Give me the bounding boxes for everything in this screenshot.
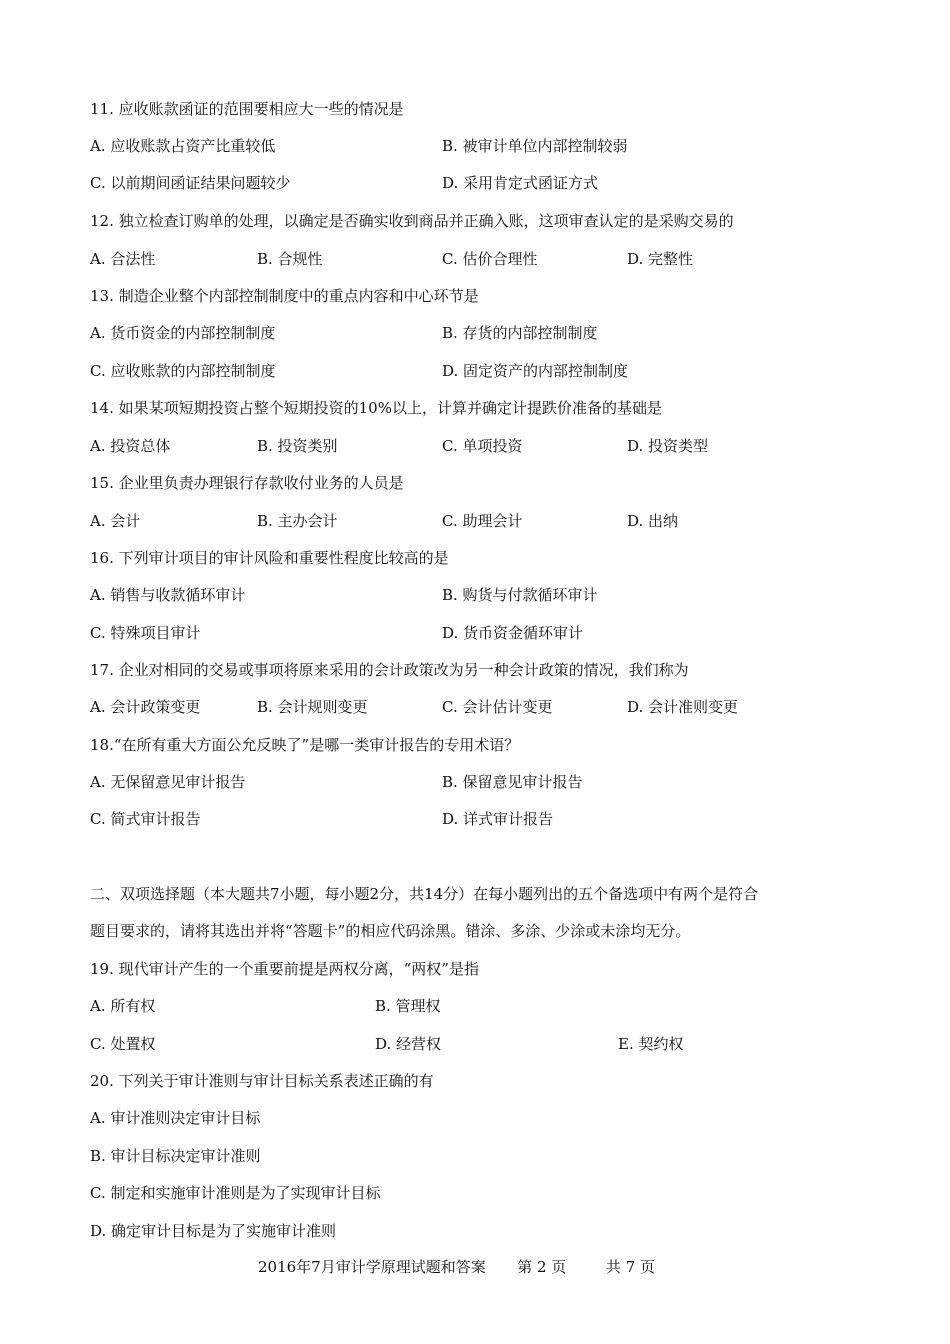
question-stem: 15. 企业里负责办理银行存款收付业务的人员是 [90,474,404,492]
question-stem: 12. 独立检查订购单的处理，以确定是否确实收到商品并正确入账，这项审查认定的是采购交易的 [90,212,734,230]
option: B. 管理权 [375,997,441,1015]
question-stem: 19. 现代审计产生的一个重要前提是两权分离，“两权”是指 [90,960,479,978]
question-stem: 13. 制造企业整个内部控制制度中的重点内容和中心环节是 [90,287,479,305]
footer-total-pages: 共 7 页 [605,1258,656,1276]
option: A. 审计准则决定审计目标 [90,1109,261,1127]
option: D. 会计准则变更 [627,698,739,716]
option: C. 特殊项目审计 [90,624,201,642]
footer-title: 2016年7月审计学原理试题和答案 [258,1258,486,1276]
option: A. 投资总体 [90,437,171,455]
option: D. 出纳 [627,512,679,530]
option: B. 投资类别 [257,437,338,455]
option: C. 估价合理性 [442,250,538,268]
option: D. 完整性 [627,250,694,268]
option: B. 购货与付款循环审计 [442,586,598,604]
option: D. 采用肯定式函证方式 [442,174,599,192]
question-stem: 16. 下列审计项目的审计风险和重要性程度比较高的是 [90,549,449,567]
option: C. 单项投资 [442,437,523,455]
option: B. 保留意见审计报告 [442,773,583,791]
option: A. 货币资金的内部控制制度 [90,324,276,342]
page-footer [258,1256,655,1277]
question-stem: 14. 如果某项短期投资占整个短期投资的10%以上，计算并确定计提跌价准备的基础是 [90,399,662,417]
option: A. 应收账款占资产比重较低 [90,137,276,155]
option: A. 会计 [90,512,141,530]
section-heading-cont: 题目要求的，请将其选出并将“答题卡”的相应代码涂黑。错涂、多涂、少涂或未涂均无分。 [90,922,691,940]
option: A. 合法性 [90,250,156,268]
option: A. 所有权 [90,997,156,1015]
option: E. 契约权 [618,1035,684,1053]
option: B. 存货的内部控制制度 [442,324,598,342]
option: B. 被审计单位内部控制较弱 [442,137,628,155]
footer-page-number: 第 2 页 [517,1258,567,1276]
section-heading: 二、双项选择题（本大题共7小题，每小题2分，共14分）在每小题列出的五个备选项中有两个是符合 [90,885,759,903]
option: B. 审计目标决定审计准则 [90,1147,261,1165]
option: D. 货币资金循环审计 [442,624,584,642]
option: B. 主办会计 [257,512,338,530]
option: C. 制定和实施审计准则是为了实现审计目标 [90,1184,381,1202]
option: C. 助理会计 [442,512,523,530]
option: C. 处置权 [90,1035,156,1053]
question-stem: 11. 应收账款函证的范围要相应大一些的情况是 [90,100,404,118]
option: D. 详式审计报告 [442,810,554,828]
option: A. 会计政策变更 [90,698,201,716]
option: A. 销售与收款循环审计 [90,586,246,604]
option: A. 无保留意见审计报告 [90,773,246,791]
question-stem: 18.“在所有重大方面公允反映了”是哪一类审计报告的专用术语？ [90,736,520,754]
option: D. 确定审计目标是为了实施审计准则 [90,1222,337,1240]
option: B. 合规性 [257,250,323,268]
option: D. 经营权 [375,1035,442,1053]
option: C. 以前期间函证结果问题较少 [90,174,291,192]
option: C. 应收账款的内部控制制度 [90,362,276,380]
option: D. 投资类型 [627,437,709,455]
option: D. 固定资产的内部控制制度 [442,362,629,380]
option: C. 简式审计报告 [90,810,201,828]
option: B. 会计规则变更 [257,698,368,716]
question-stem: 20. 下列关于审计准则与审计目标关系表述正确的有 [90,1072,434,1090]
question-stem: 17. 企业对相同的交易或事项将原来采用的会计政策改为另一种会计政策的情况，我们称为 [90,661,689,679]
option: C. 会计估计变更 [442,698,553,716]
